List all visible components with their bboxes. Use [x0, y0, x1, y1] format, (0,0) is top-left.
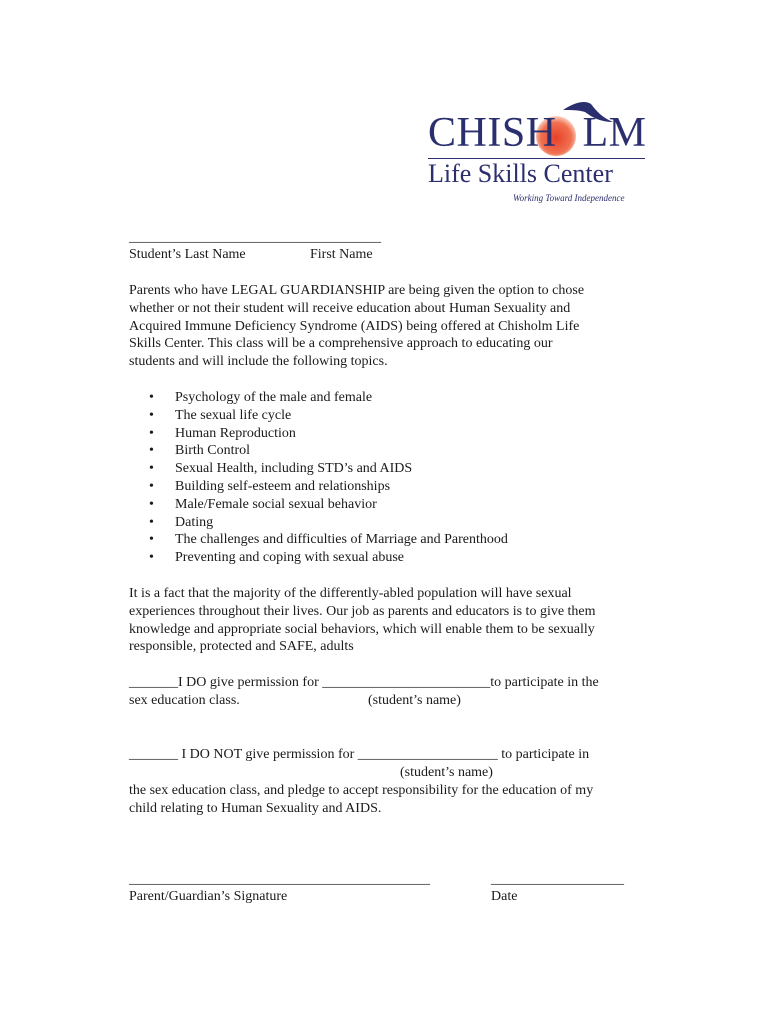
- signature-label: Parent/Guardian’s Signature: [129, 889, 288, 904]
- intro-line: whether or not their student will receive education about Human Sexuality and: [129, 300, 571, 316]
- date-blank[interactable]: ___________________: [491, 872, 624, 887]
- fact-paragraph: [129, 585, 649, 656]
- fact-line: knowledge and appropriate social behaviors, which will enable them to be sexually: [129, 621, 595, 637]
- topic-item: • Sexual Health, including STD’s and AIDS: [129, 460, 508, 478]
- permission-yes-student-caption: (student’s name): [368, 693, 461, 708]
- student-last-name-label: Student’s Last Name: [129, 247, 246, 262]
- chisholm-logo: [425, 98, 655, 208]
- date-label: Date: [491, 889, 518, 904]
- topic-item: • Psychology of the male and female: [129, 389, 508, 407]
- permission-no-continuation-2: child relating to Human Sexuality and AIDS.: [129, 801, 382, 816]
- topic-item: • Male/Female social sexual behavior: [129, 496, 508, 514]
- intro-line: Skills Center. This class will be a comprehensive approach to educating our: [129, 336, 553, 352]
- fact-line: It is a fact that the majority of the differently-abled population will have sexual: [129, 586, 572, 601]
- fact-line: responsible, protected and SAFE, adults: [129, 639, 354, 655]
- logo-subtitle: Life Skills Center: [428, 159, 613, 188]
- topic-item: • Preventing and coping with sexual abuse: [129, 549, 508, 567]
- permission-no-continuation: the sex education class, and pledge to accept responsibility for the education of my: [129, 783, 594, 798]
- intro-line: students and will include the following topics.: [129, 354, 388, 370]
- permission-yes-line[interactable]: _______I DO give permission for ________________________to participate in the: [129, 675, 599, 690]
- topic-item: • Human Reproduction: [129, 425, 508, 443]
- intro-paragraph: [129, 282, 649, 371]
- topic-item: • Building self-esteem and relationships: [129, 478, 508, 496]
- signature-blank[interactable]: ___________________________________________: [129, 872, 430, 887]
- permission-no-student-caption: (student’s name): [400, 765, 493, 780]
- student-name-blank[interactable]: ____________________________________: [129, 230, 381, 245]
- topic-item: • Dating: [129, 514, 508, 532]
- fact-line: experiences throughout their lives. Our job as parents and educators is to give them: [129, 603, 596, 619]
- intro-line: Acquired Immune Deficiency Syndrome (AIDS) being offered at Chisholm Life: [129, 318, 580, 334]
- topic-item: • The sexual life cycle: [129, 407, 508, 425]
- student-first-name-label: First Name: [310, 247, 373, 262]
- logo-name: CHISH LM: [428, 110, 647, 156]
- permission-no-line[interactable]: _______ I DO NOT give permission for ____________________ to participate in: [129, 747, 590, 762]
- permission-yes-continuation: sex education class.: [129, 693, 240, 708]
- logo-tagline: Working Toward Independence: [513, 193, 625, 203]
- topic-item: • The challenges and difficulties of Marriage and Parenthood: [129, 531, 508, 549]
- intro-line: Parents who have LEGAL GUARDIANSHIP are being given the option to chose: [129, 283, 585, 298]
- topic-item: • Birth Control: [129, 442, 508, 460]
- topics-list: [129, 389, 508, 567]
